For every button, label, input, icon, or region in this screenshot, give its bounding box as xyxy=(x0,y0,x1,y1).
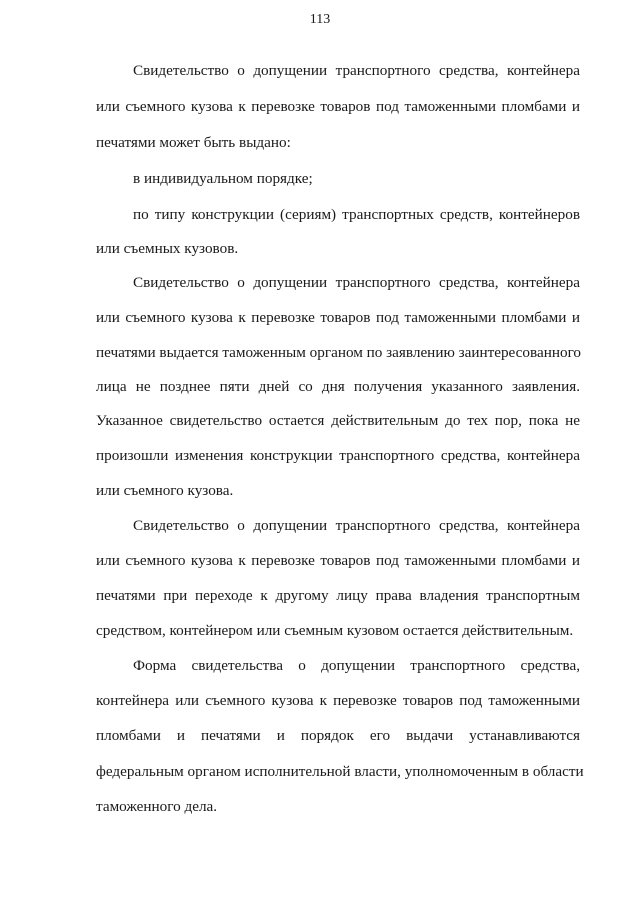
text-line: Свидетельство о допущении транспортного средства, контейнера xyxy=(133,274,580,291)
text-line: таможенного дела. xyxy=(96,798,218,815)
text-line: пломбами и печатями и порядок его выдачи устанавливаются xyxy=(96,727,580,744)
text-line: или съемного кузова к перевозке товаров под таможенными пломбами и xyxy=(96,98,580,115)
text-line: контейнера или съемного кузова к перевозке товаров под таможенными xyxy=(96,692,580,709)
text-line: печатями может быть выдано: xyxy=(96,134,291,151)
text-line: Указанное свидетельство остается действительным до тех пор, пока не xyxy=(96,412,580,429)
text-line: печатями при переходе к другому лицу права владения транспортным xyxy=(96,587,580,604)
text-line: средством, контейнером или съемным кузовом остается действительным. xyxy=(96,622,574,639)
text-line: или съемного кузова к перевозке товаров под таможенными пломбами и xyxy=(96,552,580,569)
text-line: федеральным органом исполнительной власти, уполномоченным в области xyxy=(96,763,584,780)
text-line: Форма свидетельства о допущении транспортного средства, xyxy=(133,657,580,674)
text-line: печатями выдается таможенным органом по заявлению заинтересованного xyxy=(96,344,582,361)
page-number: 113 xyxy=(309,12,331,27)
text-line: в индивидуальном порядке; xyxy=(133,170,313,187)
text-line: или съемного кузова. xyxy=(96,482,234,499)
text-line: Свидетельство о допущении транспортного средства, контейнера xyxy=(133,62,580,79)
text-line: лица не позднее пяти дней со дня получения указанного заявления. xyxy=(96,378,580,395)
text-line: по типу конструкции (сериям) транспортных средств, контейнеров xyxy=(133,206,580,223)
text-line: Свидетельство о допущении транспортного средства, контейнера xyxy=(133,517,580,534)
text-line: или съемного кузова к перевозке товаров под таможенными пломбами и xyxy=(96,309,580,326)
text-line: произошли изменения конструкции транспортного средства, контейнера xyxy=(96,447,580,464)
text-line: или съемных кузовов. xyxy=(96,240,239,257)
